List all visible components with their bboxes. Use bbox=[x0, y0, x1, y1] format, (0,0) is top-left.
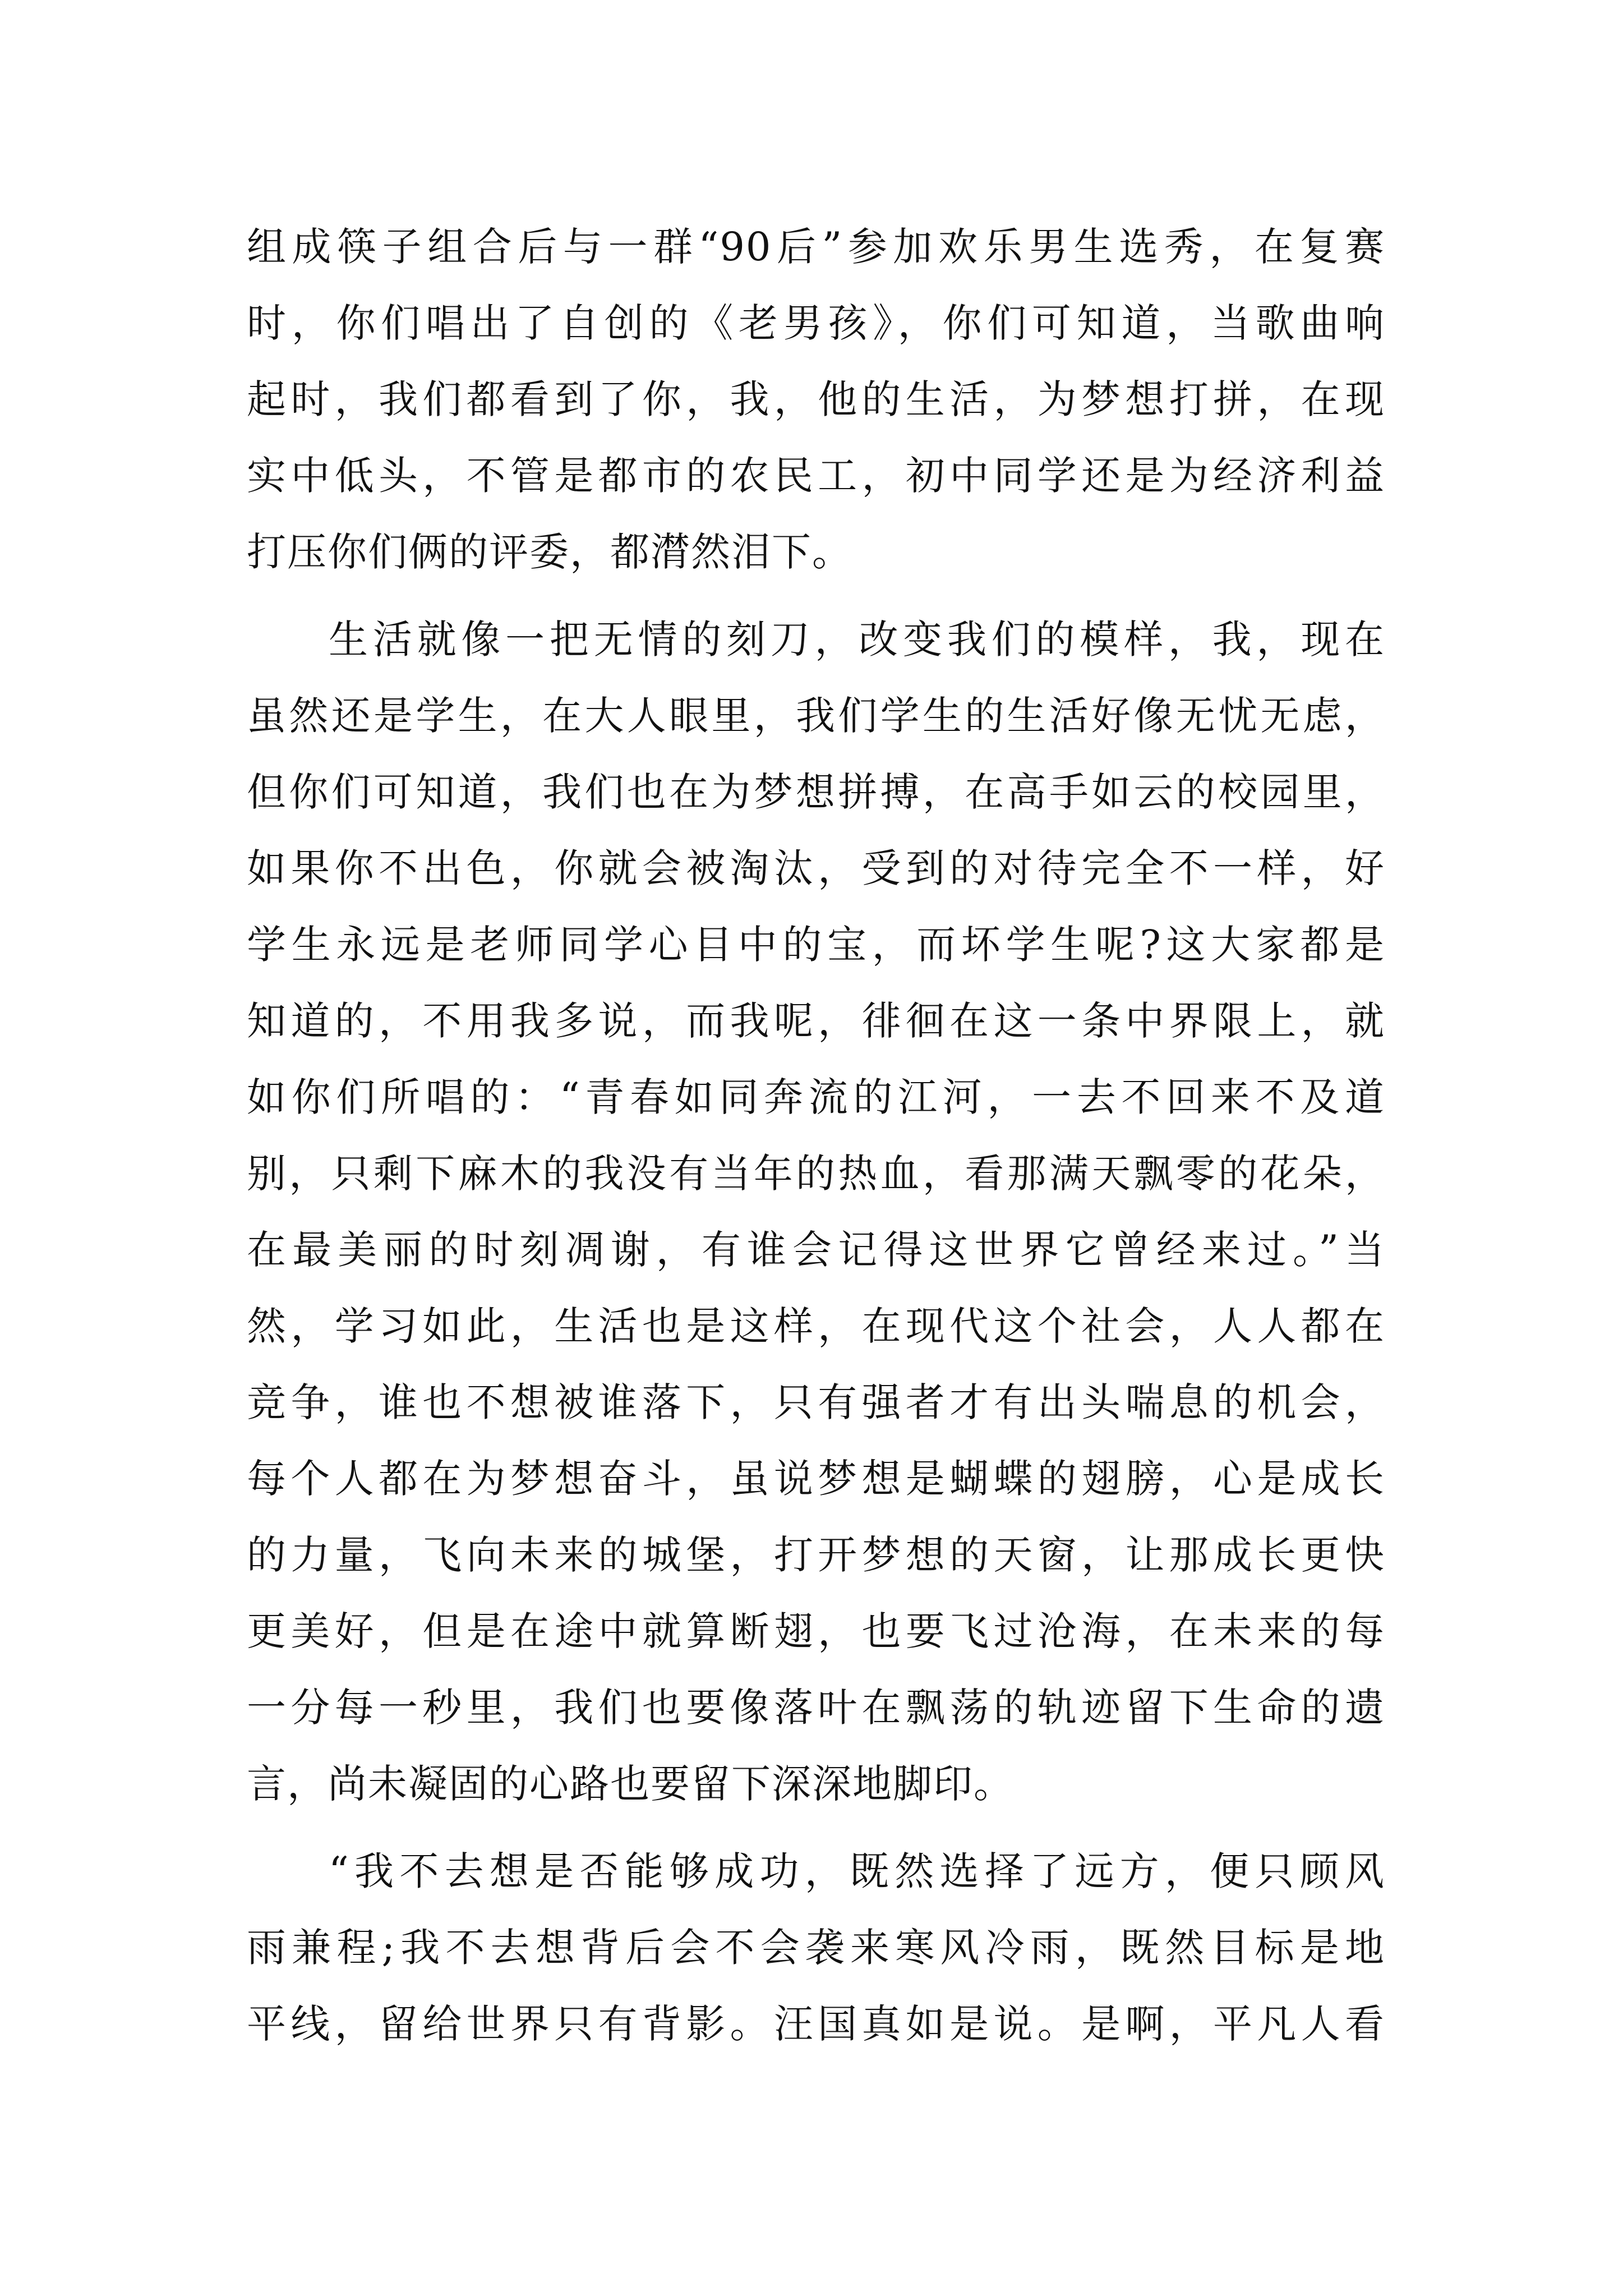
text-line: 一分每一秒里，我们也要像落叶在飘荡的轨迹留下生命的遗 bbox=[247, 1685, 1385, 1731]
text-line: “我不去想是否能够成功，既然选择了远方，便只顾风 bbox=[329, 1848, 1385, 1894]
text-line: 然，学习如此，生活也是这样，在现代这个社会，人人都在 bbox=[247, 1303, 1385, 1349]
text-line: 言，尚未凝固的心路也要留下深深地脚印。 bbox=[247, 1761, 1014, 1807]
text-line: 平线，留给世界只有背影。汪国真如是说。是啊，平凡人看 bbox=[247, 2001, 1385, 2047]
text-line: 每个人都在为梦想奋斗，虽说梦想是蝴蝶的翅膀，心是成长 bbox=[247, 1456, 1385, 1502]
body-text bbox=[247, 209, 1385, 2062]
text-line: 虽然还是学生，在大人眼里，我们学生的生活好像无忧无虑， bbox=[247, 693, 1385, 739]
text-line: 别，只剩下麻木的我没有当年的热血，看那满天飘零的花朵， bbox=[247, 1151, 1385, 1197]
text-line: 起时，我们都看到了你，我，他的生活，为梦想打拼，在现 bbox=[247, 376, 1385, 422]
text-line: 打压你们俩的评委，都潸然泪下。 bbox=[247, 529, 852, 575]
text-line: 更美好，但是在途中就算断翅，也要飞过沧海，在未来的每 bbox=[247, 1608, 1385, 1654]
text-line: 生活就像一把无情的刻刀，改变我们的模样，我，现在 bbox=[329, 616, 1385, 662]
text-line: 知道的，不用我多说，而我呢，徘徊在这一条中界限上，就 bbox=[247, 998, 1385, 1044]
text-line: 时，你们唱出了自创的《老男孩》，你们可知道，当歌曲响 bbox=[247, 300, 1385, 346]
text-line: 雨兼程;我不去想背后会不会袭来寒风冷雨，既然目标是地 bbox=[247, 1925, 1385, 1971]
text-line: 的力量，飞向未来的城堡，打开梦想的天窗，让那成长更快 bbox=[247, 1532, 1385, 1578]
text-line: 组成筷子组合后与一群“90后”参加欢乐男生选秀，在复赛 bbox=[247, 224, 1385, 270]
text-line: 如你们所唱的：“青春如同奔流的江河，一去不回来不及道 bbox=[247, 1074, 1385, 1120]
paragraph-1 bbox=[247, 209, 1385, 590]
paragraph-gap bbox=[247, 1822, 1385, 1833]
text-line: 如果你不出色，你就会被淘汰，受到的对待完全不一样，好 bbox=[247, 845, 1385, 891]
paragraph-3 bbox=[247, 1833, 1385, 2062]
text-line: 竞争，谁也不想被谁落下，只有强者才有出头喘息的机会， bbox=[247, 1379, 1385, 1425]
paragraph-gap bbox=[247, 590, 1385, 601]
paragraph-2 bbox=[247, 601, 1385, 1822]
text-line: 在最美丽的时刻凋谢，有谁会记得这世界它曾经来过。”当 bbox=[247, 1227, 1385, 1273]
text-line: 学生永远是老师同学心目中的宝，而坏学生呢?这大家都是 bbox=[247, 922, 1385, 968]
text-line: 但你们可知道，我们也在为梦想拼搏，在高手如云的校园里， bbox=[247, 769, 1385, 815]
text-line: 实中低头，不管是都市的农民工，初中同学还是为经济利益 bbox=[247, 453, 1385, 499]
